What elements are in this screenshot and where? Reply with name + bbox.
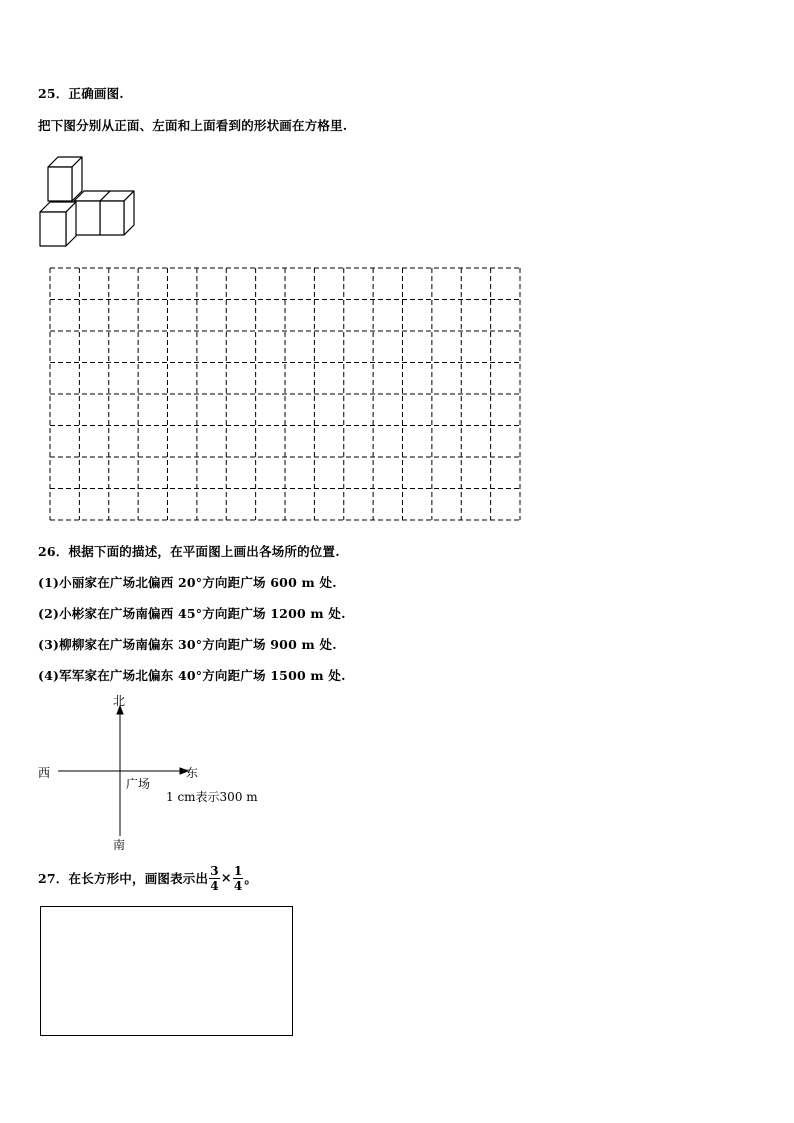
q26-item-2: (2)小彬家在广场南偏西 45°方向距广场 1200 m 处.: [38, 606, 346, 621]
q26-item-4: (4)军军家在广场北偏东 40°方向距广场 1500 m 处.: [38, 668, 346, 683]
plaza-label: 广场: [126, 777, 151, 791]
cube-left-front-face: [40, 212, 66, 246]
q27-title: [38, 858, 257, 898]
fraction-1-denominator: 4: [210, 878, 219, 893]
cube-top-front-face: [48, 167, 72, 201]
q27-prefix: 27．在长方形中，画图表示出: [38, 871, 209, 886]
fraction-one-quarter: [233, 864, 244, 893]
west-label: 西: [38, 766, 51, 780]
fraction-2-denominator: 4: [233, 878, 243, 893]
north-label: 北: [113, 694, 126, 708]
east-label: 东: [186, 766, 199, 780]
south-label: 南: [113, 838, 126, 852]
q26-title: 26．根据下面的描述，在平面图上画出各场所的位置.: [38, 544, 340, 559]
times-sign: ×: [220, 870, 232, 886]
cube-middle-front-face: [74, 201, 100, 235]
dashed-grid[interactable]: [48, 266, 524, 524]
cube-figure: [38, 154, 138, 248]
fraction-1-numerator: 3: [210, 863, 219, 878]
compass-axes: [54, 704, 194, 844]
q27-suffix: 。: [244, 871, 258, 886]
fraction-2-numerator: 1: [233, 863, 243, 878]
q25-instruction: 把下图分别从正面、左面和上面看到的形状画在方格里.: [38, 118, 348, 133]
q25-title: 25．正确画图.: [38, 86, 124, 101]
scale-label: 1 cm表示300 m: [166, 790, 258, 804]
fraction-three-quarters: [209, 864, 220, 893]
q26-item-1: (1)小丽家在广场北偏西 20°方向距广场 600 m 处.: [38, 575, 337, 590]
answer-rectangle[interactable]: [40, 906, 293, 1036]
q26-item-3: (3)柳柳家在广场南偏东 30°方向距广场 900 m 处.: [38, 637, 337, 652]
cube-right-front-face: [100, 201, 124, 235]
